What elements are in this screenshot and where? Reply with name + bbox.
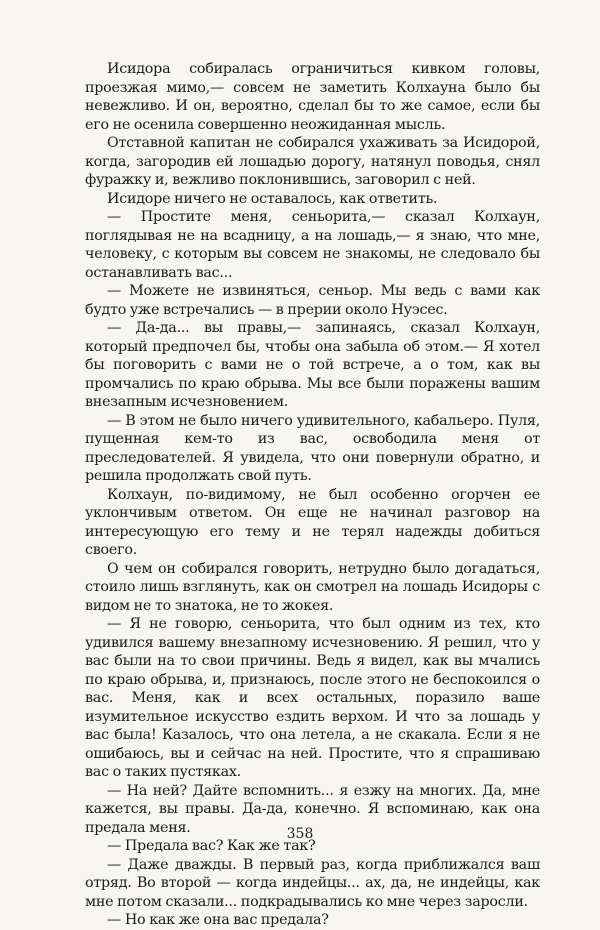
paragraph: О чем он собирался говорить, нетрудно было догадаться, стоило лишь взглянуть, как он смотрел на лошадь Исидоры с видом не то знатока, не то жокея.	[85, 560, 540, 614]
paragraph: — Даже дважды. В первый раз, когда приближался ваш отряд. Во второй — когда индейцы... ах, да, не индейцы, как мне потом сказали... подкрадывались ко мне через заросли.	[85, 856, 540, 910]
paragraph: Колхаун, по-видимому, не был особенно огорчен ее уклончивым ответом. Он еще не начинал разговор на интересующую его тему и не терял надежды добиться своего.	[85, 486, 540, 558]
paragraph: — Можете не извиняться, сеньор. Мы ведь с вами как будто уже встречались — в прерии около Нуэсес.	[85, 283, 540, 318]
paragraph: — Предала вас? Как же так?	[107, 838, 316, 854]
paragraph: Исидора собиралась ограничиться кивком головы, проезжая мимо,— совсем не заметить Колхауна было бы невежливо. И он, вероятно, сделал бы то же самое, если бы его не осенила совершенно неожиданная мысль.	[85, 61, 540, 133]
paragraph: — Я не говорю, сеньорита, что был одним из тех, кто удивился вашему внезапному исчезновению. Я решил, что у вас были на то свои причины. Ведь я видел, как вы мчались по краю обрыва, и, признаюсь, после этого не беспокоился о вас. Меня, как и всех остальных, поразило ваше изумительное искусство ездить верхом. И что за лошадь у вас была! Казалось, что она летела, а не скакала. Если я не ошибаюсь, вы и сейчас на ней. Простите, что я спрашиваю вас о таких пустяках.	[85, 616, 540, 780]
paragraph: — На ней? Дайте вспомнить... я езжу на многих. Да, мне кажется, вы правы. Да-да, конечно. Я вспоминаю, как она предала меня.	[85, 782, 540, 836]
page-number: 358	[286, 826, 314, 842]
paragraph: — В этом не было ничего удивительного, кабальеро. Пуля, пущенная кем-то из вас, освободила меня от преследователей. Я увидела, что они повернули обратно, и решила продолжать свой путь.	[85, 412, 540, 484]
paragraph: Отставной капитан не собирался ухаживать за Исидорой, когда, загородив ей лошадью дорогу, натянул поводья, снял фуражку и, вежливо поклонившись, заговорил с ней.	[85, 135, 540, 188]
paragraph: — Простите меня, сеньорита,— сказал Колхаун, поглядывая не на всадницу, а на лошадь,— я знаю, что мне, человеку, с которым вы совсем не знакомы, не следовало бы останавливать вас...	[85, 209, 540, 281]
paragraph: — Но как же она вас предала?	[107, 912, 329, 928]
paragraph: Исидоре ничего не оставалось, как ответить.	[107, 190, 438, 207]
body-text	[85, 60, 540, 930]
paragraph: — Да-да... вы правы,— запинаясь, сказал Колхаун, который предпочел бы, чтобы она забыла об этом.— Я хотел бы поговорить с вами не о той встрече, а о том, как вы промчались по краю обрыва. Мы все были поражены вашим внезапным исчезновением.	[85, 320, 540, 410]
